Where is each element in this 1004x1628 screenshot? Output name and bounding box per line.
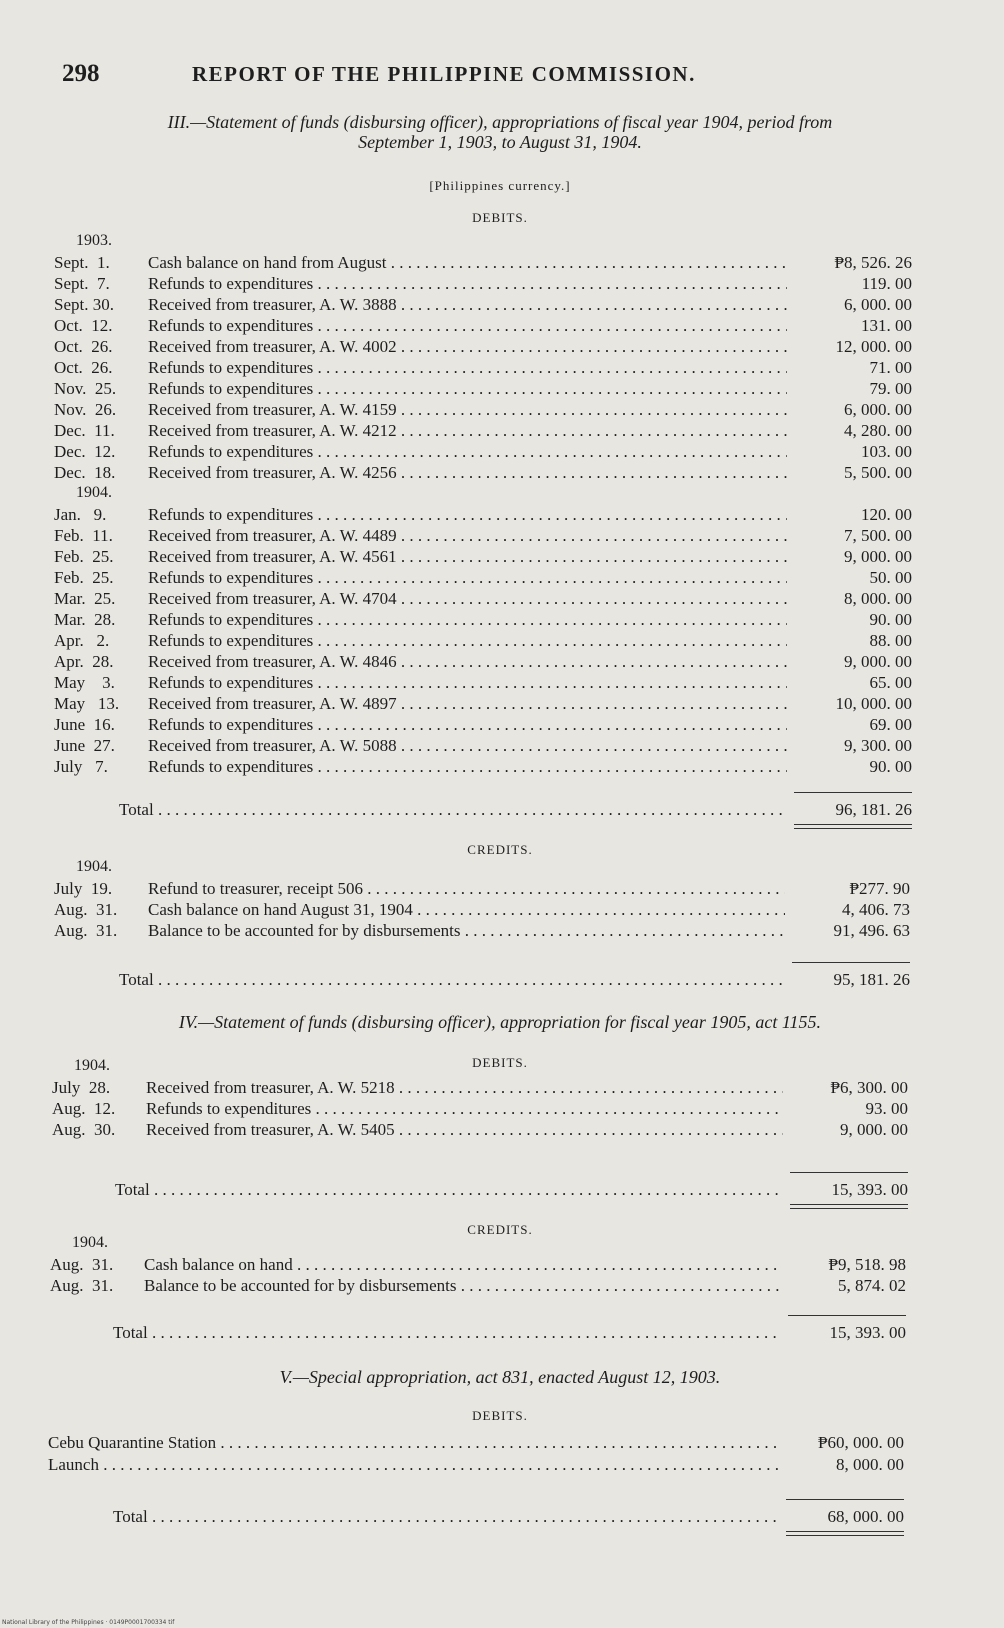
entry-date: July 19. — [54, 879, 113, 898]
entry-date: Feb. 25. — [54, 568, 114, 587]
ledger-row — [52, 1099, 908, 1119]
entry-description: Refunds to expenditures . . . — [148, 673, 787, 693]
ledger-row — [54, 652, 912, 672]
entry-description: Received from treasurer, A. W. 4256 . . . — [148, 463, 787, 483]
ledger-row — [54, 400, 912, 420]
ledger-row — [54, 442, 912, 462]
entry-description: Cebu Quarantine Station . . . — [48, 1433, 779, 1453]
ledger-row — [54, 900, 910, 920]
total-double-rule — [786, 1531, 904, 1536]
ledger-row — [54, 526, 912, 546]
section-3-debits-label: DEBITS. — [472, 210, 528, 225]
entry-date: June 27. — [54, 736, 115, 755]
total-label: Total . . . — [119, 970, 785, 990]
entry-date: Aug. 31. — [54, 921, 118, 940]
section-3-credits-label: CREDITS. — [467, 842, 533, 857]
entry-date: Aug. 31. — [50, 1255, 114, 1274]
entry-description: Cash balance on hand . . . — [144, 1255, 781, 1275]
ledger-row — [54, 316, 912, 336]
entry-description: Refunds to expenditures . . . — [148, 757, 787, 777]
ledger-row — [54, 274, 912, 294]
entry-description: Refunds to expenditures . . . — [148, 610, 787, 630]
entry-date: Feb. 25. — [54, 547, 114, 566]
entry-date: July 7. — [54, 757, 108, 776]
ledger-row — [54, 295, 912, 315]
entry-amount: 119. 00 — [861, 274, 912, 293]
ledger-row — [54, 631, 912, 651]
total-rule — [790, 1172, 908, 1173]
ledger-row — [54, 421, 912, 441]
entry-amount: 8, 000. 00 — [836, 1455, 904, 1474]
entry-description: Launch . . . — [48, 1455, 779, 1475]
entry-amount: 9, 000. 00 — [840, 1120, 908, 1139]
ledger-row — [54, 505, 912, 525]
total-label: Total . . . — [113, 1507, 779, 1527]
section-5-debits-label: DEBITS. — [472, 1408, 528, 1423]
entry-amount: 90. 00 — [869, 757, 912, 776]
ledger-row — [54, 379, 912, 399]
entry-amount: 6, 000. 00 — [844, 295, 912, 314]
ledger-row — [54, 337, 912, 357]
entry-description: Refunds to expenditures . . . — [148, 316, 787, 336]
entry-amount: 6, 000. 00 — [844, 400, 912, 419]
entry-amount: 4, 406. 73 — [842, 900, 910, 919]
total-double-rule — [790, 1204, 908, 1209]
entry-description: Refunds to expenditures . . . — [148, 505, 787, 525]
entry-description: Cash balance on hand from August . . . — [148, 253, 787, 273]
currency-note: [Philippines currency.] — [429, 178, 571, 193]
page-header — [62, 60, 922, 90]
ledger-row — [54, 463, 912, 483]
total-amount: 68, 000. 00 — [827, 1507, 904, 1526]
total-rule — [792, 962, 910, 963]
section-3-heading-line-2: September 1, 1903, to August 31, 1904. — [358, 132, 642, 152]
entry-amount: ₱8, 526. 26 — [834, 253, 912, 272]
entry-amount: 4, 280. 00 — [844, 421, 912, 440]
entry-date: Aug. 31. — [50, 1276, 114, 1295]
entry-date: Aug. 30. — [52, 1120, 116, 1139]
total-label: Total . . . — [119, 800, 787, 820]
entry-date: Oct. 26. — [54, 358, 113, 377]
entry-date: Mar. 28. — [54, 610, 116, 629]
entry-amount: ₱277. 90 — [849, 879, 910, 898]
entry-description: Balance to be accounted for by disbursements . . . — [144, 1276, 781, 1296]
entry-amount: 88. 00 — [869, 631, 912, 650]
scan-footer: National Library of the Philippines · 0149P0001700334 tif — [2, 1619, 175, 1626]
entry-date: Nov. 25. — [54, 379, 117, 398]
entry-date: Apr. 28. — [54, 652, 114, 671]
ledger-row — [52, 1120, 908, 1140]
entry-date: Apr. 2. — [54, 631, 110, 650]
entry-date: Oct. 12. — [54, 316, 113, 335]
entry-amount: ₱9, 518. 98 — [828, 1255, 906, 1274]
entry-date: June 16. — [54, 715, 115, 734]
entry-amount: 69. 00 — [869, 715, 912, 734]
ledger-row — [52, 1078, 908, 1098]
entry-amount: 9, 000. 00 — [844, 652, 912, 671]
entry-description: Refund to treasurer, receipt 506 . . . — [148, 879, 785, 899]
entry-description: Received from treasurer, A. W. 4704 . . . — [148, 589, 787, 609]
entry-date: May 3. — [54, 673, 115, 692]
year-label: 1903. — [76, 232, 112, 249]
entry-description: Refunds to expenditures . . . — [148, 274, 787, 294]
entry-description: Received from treasurer, A. W. 4159 . . . — [148, 400, 787, 420]
entry-description: Received from treasurer, A. W. 4212 . . . — [148, 421, 787, 441]
year-label: 1904. — [76, 858, 112, 875]
total-rule — [794, 792, 912, 793]
entry-amount: 9, 300. 00 — [844, 736, 912, 755]
entry-description: Refunds to expenditures . . . — [148, 442, 787, 462]
ledger-row — [54, 879, 910, 899]
total-row — [119, 970, 910, 990]
entry-date: Aug. 31. — [54, 900, 118, 919]
entry-description: Received from treasurer, A. W. 4489 . . . — [148, 526, 787, 546]
ledger-row — [54, 547, 912, 567]
ledger-row — [54, 757, 912, 777]
entry-amount: ₱6, 300. 00 — [830, 1078, 908, 1097]
entry-date: Sept. 1. — [54, 253, 110, 272]
entry-description: Refunds to expenditures . . . — [148, 379, 787, 399]
entry-amount: 93. 00 — [865, 1099, 908, 1118]
ledger-row — [54, 673, 912, 693]
entry-description: Refunds to expenditures . . . — [148, 358, 787, 378]
entry-description: Received from treasurer, A. W. 5405 . . . — [146, 1120, 783, 1140]
total-rule — [788, 1315, 906, 1316]
entry-description: Refunds to expenditures . . . — [148, 631, 787, 651]
entry-amount: 8, 000. 00 — [844, 589, 912, 608]
total-row — [113, 1323, 906, 1343]
entry-date: Dec. 12. — [54, 442, 116, 461]
ledger-row — [54, 568, 912, 588]
year-label: 1904. — [72, 1234, 108, 1251]
total-amount: 95, 181. 26 — [833, 970, 910, 989]
section-4-heading: IV.—Statement of funds (disbursing officer), appropriation for fiscal year 1905, act 1155. — [178, 1012, 822, 1032]
entry-date: Sept. 30. — [54, 295, 114, 314]
entry-date: Sept. 7. — [54, 274, 110, 293]
entry-date: Nov. 26. — [54, 400, 117, 419]
year-label: 1904. — [76, 484, 112, 501]
entry-amount: 91, 496. 63 — [833, 921, 910, 940]
entry-amount: 90. 00 — [869, 610, 912, 629]
section-5-heading: V.—Special appropriation, act 831, enacted August 12, 1903. — [279, 1367, 721, 1387]
total-label: Total . . . — [113, 1323, 781, 1343]
total-row — [113, 1507, 904, 1527]
total-double-rule — [794, 824, 912, 829]
entry-date: July 28. — [52, 1078, 111, 1097]
entry-amount: 103. 00 — [861, 442, 912, 461]
total-amount: 15, 393. 00 — [829, 1323, 906, 1342]
entry-description: Refunds to expenditures . . . — [146, 1099, 783, 1119]
entry-description: Refunds to expenditures . . . — [148, 715, 787, 735]
entry-date: May 13. — [54, 694, 120, 713]
entry-description: Received from treasurer, A. W. 3888 . . . — [148, 295, 787, 315]
total-amount: 15, 393. 00 — [831, 1180, 908, 1199]
ledger-row — [48, 1433, 904, 1453]
entry-amount: 5, 874. 02 — [838, 1276, 906, 1295]
section-4-debits-label: DEBITS. — [472, 1055, 528, 1070]
entry-description: Refunds to expenditures . . . — [148, 568, 787, 588]
section-4-credits-label: CREDITS. — [467, 1222, 533, 1237]
entry-amount: 9, 000. 00 — [844, 547, 912, 566]
entry-date: Mar. 25. — [54, 589, 116, 608]
entry-description: Received from treasurer, A. W. 4846 . . . — [148, 652, 787, 672]
ledger-row — [48, 1455, 904, 1475]
entry-date: Jan. 9. — [54, 505, 107, 524]
running-head: REPORT OF THE PHILIPPINE COMMISSION. — [192, 62, 696, 86]
ledger-row — [54, 610, 912, 630]
entry-amount: 10, 000. 00 — [835, 694, 912, 713]
ledger-row — [54, 715, 912, 735]
ledger-row — [54, 921, 910, 941]
entry-description: Balance to be accounted for by disbursements . . . — [148, 921, 785, 941]
total-row — [119, 800, 912, 820]
entry-amount: 65. 00 — [869, 673, 912, 692]
entry-description: Received from treasurer, A. W. 5088 . . . — [148, 736, 787, 756]
entry-amount: 131. 00 — [861, 316, 912, 335]
ledger-row — [54, 736, 912, 756]
entry-date: Feb. 11. — [54, 526, 113, 545]
entry-date: Dec. 18. — [54, 463, 116, 482]
ledger-row — [50, 1255, 906, 1275]
entry-description: Received from treasurer, A. W. 4002 . . . — [148, 337, 787, 357]
entry-description: Received from treasurer, A. W. 4561 . . . — [148, 547, 787, 567]
ledger-row — [54, 358, 912, 378]
total-label: Total . . . — [115, 1180, 783, 1200]
total-amount: 96, 181. 26 — [835, 800, 912, 819]
total-row — [115, 1180, 908, 1200]
entry-amount: 71. 00 — [869, 358, 912, 377]
entry-date: Oct. 26. — [54, 337, 113, 356]
total-rule — [786, 1499, 904, 1500]
entry-date: Dec. 11. — [54, 421, 115, 440]
entry-amount: 79. 00 — [869, 379, 912, 398]
entry-amount: 120. 00 — [861, 505, 912, 524]
entry-description: Cash balance on hand August 31, 1904 . . . — [148, 900, 785, 920]
year-label: 1904. — [74, 1057, 110, 1074]
entry-description: Received from treasurer, A. W. 4897 . . . — [148, 694, 787, 714]
entry-amount: 7, 500. 00 — [844, 526, 912, 545]
section-3-heading-line-1: III.—Statement of funds (disbursing officer), appropriations of fiscal year 1904, period from — [167, 112, 833, 132]
entry-amount: ₱60, 000. 00 — [818, 1433, 904, 1452]
ledger-row — [54, 253, 912, 273]
ledger-row — [54, 694, 912, 714]
entry-description: Received from treasurer, A. W. 5218 . . . — [146, 1078, 783, 1098]
ledger-row — [50, 1276, 906, 1296]
entry-amount: 5, 500. 00 — [844, 463, 912, 482]
entry-amount: 50. 00 — [869, 568, 912, 587]
page-number: 298 — [62, 60, 100, 87]
entry-amount: 12, 000. 00 — [835, 337, 912, 356]
ledger-row — [54, 589, 912, 609]
entry-date: Aug. 12. — [52, 1099, 116, 1118]
